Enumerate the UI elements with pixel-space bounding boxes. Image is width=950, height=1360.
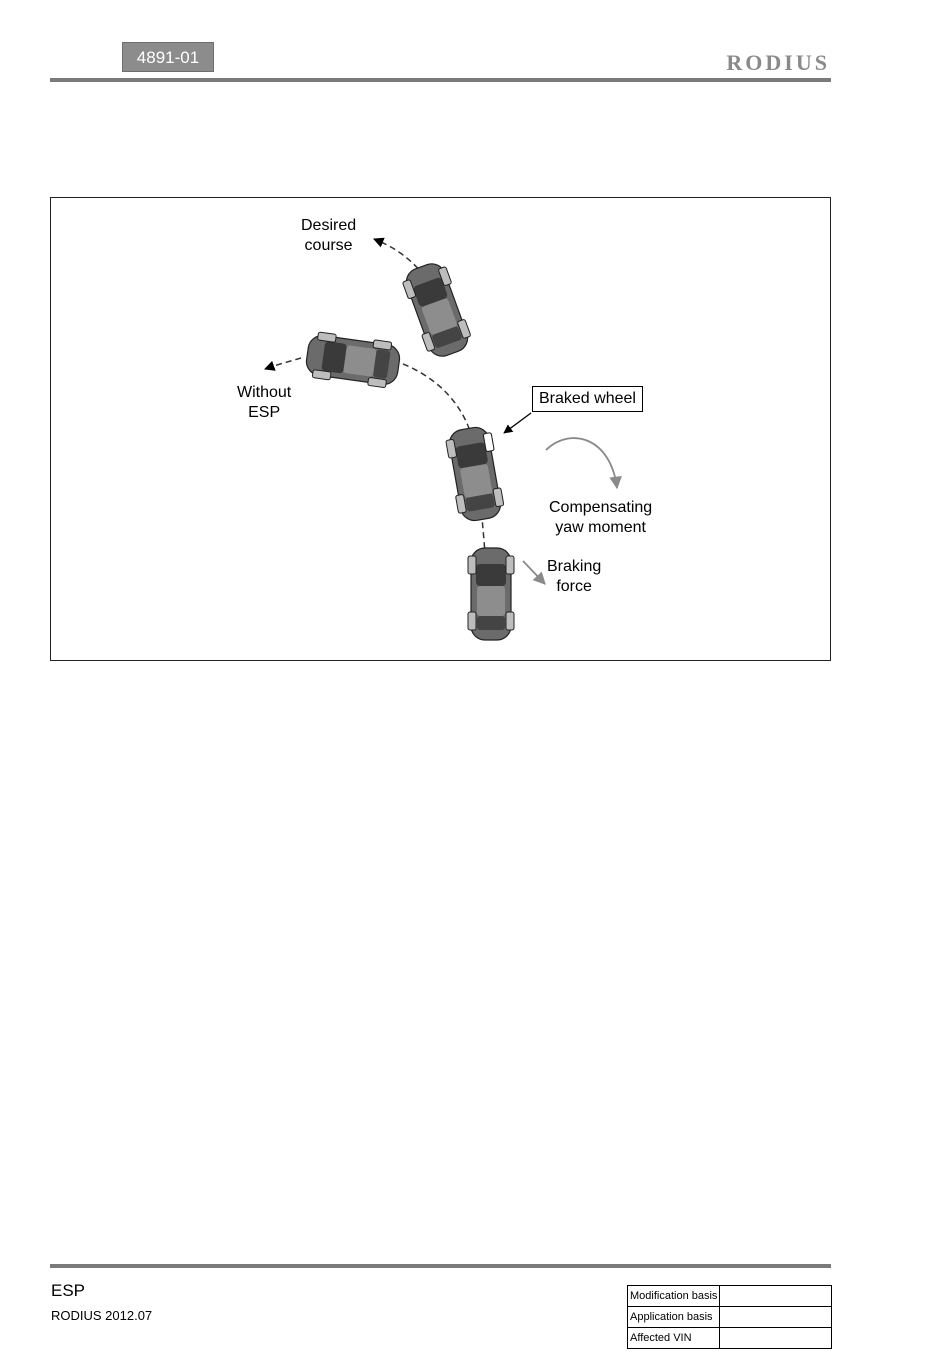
label-braked-wheel: Braked wheel <box>532 386 643 412</box>
footer-section-title: ESP <box>51 1281 86 1300</box>
braking-force-arrow <box>523 561 545 584</box>
footer-model-date: RODIUS 2012.07 <box>51 1308 153 1323</box>
esp-diagram-figure <box>50 197 831 661</box>
table-cell-label: Modification basis <box>628 1286 720 1307</box>
table-row <box>628 1307 832 1328</box>
car-braked <box>444 425 505 524</box>
header-divider <box>50 78 831 82</box>
car-desired-course <box>400 259 475 361</box>
label-desired-course: Desired course <box>301 217 357 254</box>
esp-diagram-svg <box>51 198 832 662</box>
label-without-esp: Without ESP <box>237 384 292 421</box>
table-cell-value <box>720 1286 832 1307</box>
label-compensating-yaw: Compensating yaw moment <box>549 499 653 536</box>
without-esp-arrow <box>265 358 301 369</box>
document-code-badge: 4891-01 <box>122 42 214 72</box>
footer-divider <box>50 1264 831 1268</box>
table-row <box>628 1328 832 1349</box>
brand-logo: RODIUS <box>726 50 830 75</box>
revision-info-table <box>627 1285 832 1349</box>
table-cell-label: Application basis <box>628 1307 720 1328</box>
braked-wheel-pointer <box>504 413 531 433</box>
table-cell-value <box>720 1328 832 1349</box>
table-row <box>628 1286 832 1307</box>
car-straight <box>468 548 514 640</box>
car-without-esp <box>304 331 402 389</box>
label-braking-force: Braking force <box>547 558 602 595</box>
table-cell-label: Affected VIN <box>628 1328 720 1349</box>
table-cell-value <box>720 1307 832 1328</box>
yaw-moment-arrow <box>546 438 617 488</box>
